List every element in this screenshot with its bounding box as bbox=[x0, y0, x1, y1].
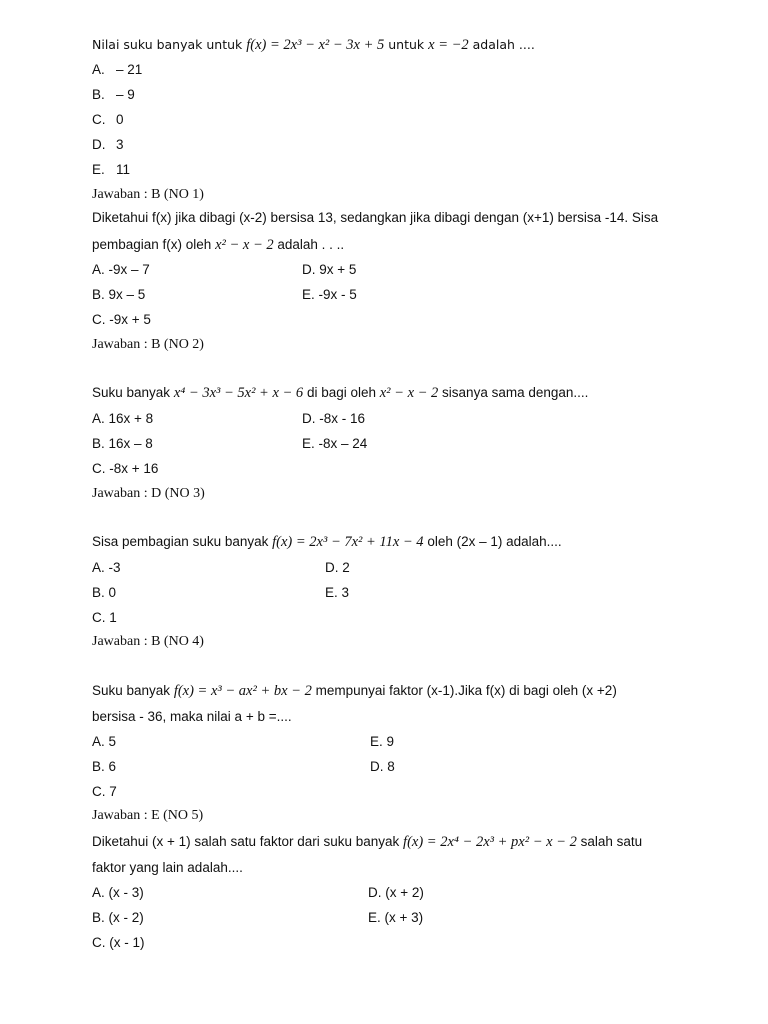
q1-text-mid: untuk bbox=[384, 37, 429, 52]
q4-option-d: D. 2 bbox=[325, 560, 350, 575]
q1-option-d: D. 3 bbox=[92, 137, 124, 152]
q6-question-line2: faktor yang lain adalah.... bbox=[92, 860, 243, 875]
q5-question-line2: bersisa - 36, maka nilai a + b =.... bbox=[92, 709, 292, 724]
q1-formula: f(x) = 2x³ − x² − 3x + 5 bbox=[246, 37, 385, 53]
q4-option-e: E. 3 bbox=[325, 585, 350, 600]
q2-question-line2: pembagian f(x) oleh x² − x − 2 adalah . . .. bbox=[92, 237, 345, 253]
q2-option-c: C. -9x + 5 bbox=[92, 312, 151, 327]
q1-option-e: E. 11 bbox=[92, 162, 131, 177]
q4-formula: f(x) = 2x³ − 7x² + 11x − 4 bbox=[272, 534, 424, 550]
q2-option-d: D. 9x + 5 bbox=[302, 262, 357, 277]
q1-answer: Jawaban : B (NO 1) bbox=[92, 187, 204, 202]
q6-option-a: A. (x - 3) bbox=[92, 885, 144, 900]
q5-option-d: D. 8 bbox=[370, 759, 395, 774]
q3-option-d: D. -8x - 16 bbox=[302, 411, 366, 426]
q1-text-pre: Nilai suku banyak untuk bbox=[92, 37, 247, 52]
q3-option-c: C. -8x + 16 bbox=[92, 461, 159, 476]
q4-answer: Jawaban : B (NO 4) bbox=[92, 634, 204, 649]
q3-answer: Jawaban : D (NO 3) bbox=[92, 486, 205, 501]
q2-answer: Jawaban : B (NO 2) bbox=[92, 337, 204, 352]
q4-option-a: A. -3 bbox=[92, 560, 121, 575]
q6-option-c: C. (x - 1) bbox=[92, 935, 145, 950]
q6-question-line1: Diketahui (x + 1) salah satu faktor dari suku banyak f(x) = 2x⁴ − 2x³ + px² − x − 2 salah satu bbox=[92, 834, 643, 850]
q5-answer: Jawaban : E (NO 5) bbox=[92, 808, 204, 823]
q3-divisor: x² − x − 2 bbox=[379, 385, 439, 401]
q5-formula: f(x) = x³ − ax² + bx − 2 bbox=[173, 683, 312, 699]
q1-condition: x = −2 bbox=[428, 37, 469, 53]
q1-option-c: C. 0 bbox=[92, 112, 124, 127]
q6-option-b: B. (x - 2) bbox=[92, 910, 144, 925]
q3-question: Suku banyak x⁴ − 3x³ − 5x² + x − 6 di bagi oleh x² − x − 2 sisanya sama dengan.... bbox=[92, 385, 589, 401]
q5-option-a: A. 5 bbox=[92, 734, 117, 749]
q4-option-b: B. 0 bbox=[92, 585, 117, 600]
q3-option-e: E. -8x – 24 bbox=[302, 436, 368, 451]
q5-option-b: B. 6 bbox=[92, 759, 117, 774]
q2-option-e: E. -9x - 5 bbox=[302, 287, 357, 302]
q6-option-d: D. (x + 2) bbox=[368, 885, 424, 900]
q2-question-line1: Diketahui f(x) jika dibagi (x-2) bersisa 13, sedangkan jika dibagi dengan (x+1) bersisa -14. Sisa bbox=[92, 210, 659, 225]
q1-question bbox=[92, 36, 535, 54]
q4-question: Sisa pembagian suku banyak f(x) = 2x³ − 7x² + 11x − 4 oleh (2x – 1) adalah.... bbox=[92, 534, 562, 550]
q3-option-a: A. 16x + 8 bbox=[92, 411, 154, 426]
q1-text-post: adalah .... bbox=[468, 37, 535, 52]
q5-option-e: E. 9 bbox=[370, 734, 395, 749]
q6-option-e: E. (x + 3) bbox=[368, 910, 424, 925]
q1-option-a: A. – 21 bbox=[92, 62, 143, 77]
q3-formula: x⁴ − 3x³ − 5x² + x − 6 bbox=[173, 385, 304, 401]
q5-option-c: C. 7 bbox=[92, 784, 117, 799]
q1-option-b: B. – 9 bbox=[92, 87, 135, 102]
q2-option-b: B. 9x – 5 bbox=[92, 287, 146, 302]
q3-option-b: B. 16x – 8 bbox=[92, 436, 153, 451]
q2-formula: x² − x − 2 bbox=[215, 237, 274, 253]
q6-formula: f(x) = 2x⁴ − 2x³ + px² − x − 2 bbox=[403, 834, 577, 850]
q4-option-c: C. 1 bbox=[92, 610, 117, 625]
q5-question-line1: Suku banyak f(x) = x³ − ax² + bx − 2 mempunyai faktor (x-1).Jika f(x) di bagi oleh (x +2) bbox=[92, 683, 617, 699]
q2-option-a: A. -9x – 7 bbox=[92, 262, 150, 277]
